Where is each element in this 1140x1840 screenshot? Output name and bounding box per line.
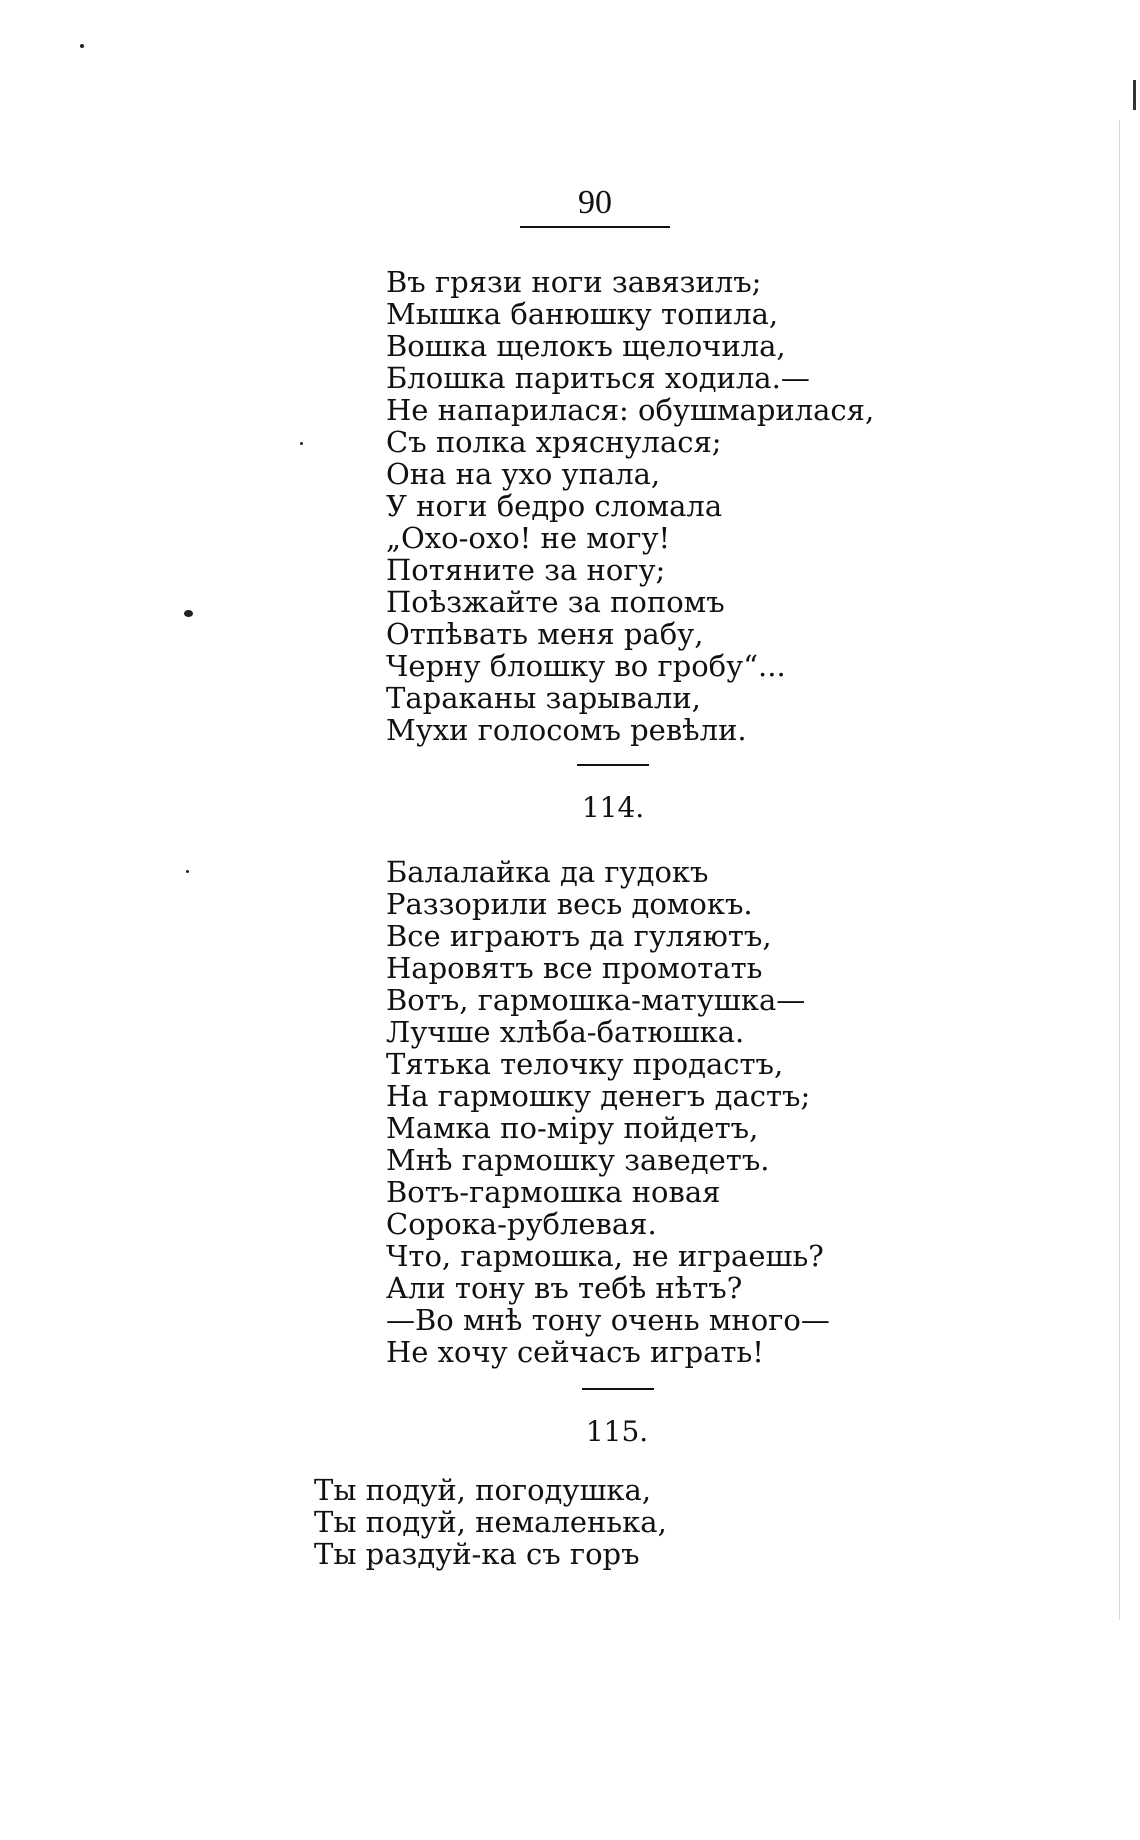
verse-line: Балалайка да гудокъ <box>386 855 709 889</box>
poem-114 <box>386 856 830 1368</box>
scan-speck <box>300 442 303 445</box>
verse-line: Отпѣвать меня рабу, <box>386 617 704 651</box>
poem-number: 115. <box>585 1415 649 1448</box>
verse-line: „Охо-охо! не могу! <box>386 521 671 555</box>
verse-line: Черну блошку во гробу“... <box>386 649 786 683</box>
verse-line: Мухи голосомъ ревѣли. <box>386 713 747 747</box>
verse-line: Наровятъ все промотать <box>386 951 763 985</box>
verse-line: Все играютъ да гуляютъ, <box>386 919 772 953</box>
scan-speck <box>80 44 84 48</box>
verse-line: Тараканы зарывали, <box>386 681 701 715</box>
page-edge-line <box>1119 120 1120 1620</box>
verse-line: Не напарилася: обушмарилася, <box>386 393 875 427</box>
scan-speck <box>184 610 193 617</box>
scan-speck <box>186 870 189 873</box>
poem-113-continuation <box>386 266 874 746</box>
verse-line: Не хочу сейчасъ играть! <box>386 1335 764 1369</box>
verse-line: Вотъ-гармошка новая <box>386 1175 721 1209</box>
page-edge-mark <box>1133 80 1136 110</box>
section-divider <box>577 764 649 766</box>
verse-line: Ты подуй, погодушка, <box>314 1473 652 1507</box>
verse-line: Ты раздуй-ка съ горъ <box>314 1537 640 1571</box>
verse-line: Мышка банюшку топила, <box>386 297 779 331</box>
verse-line: Раззорили весь домокъ. <box>386 887 753 921</box>
verse-line: У ноги бедро сломала <box>386 489 723 523</box>
verse-line: Съ полка хряснулася; <box>386 425 722 459</box>
poem-number: 114. <box>581 791 645 824</box>
verse-line: Вошка щелокъ щелочила, <box>386 329 786 363</box>
page-number: 90 <box>578 184 612 221</box>
verse-line: Сорока-рублевая. <box>386 1207 657 1241</box>
verse-line: Мнѣ гармошку заведетъ. <box>386 1143 770 1177</box>
section-divider <box>582 1388 654 1390</box>
verse-line: Блошка париться ходила.— <box>386 361 810 395</box>
verse-line: Тятька телочку продастъ, <box>386 1047 784 1081</box>
verse-line: На гармошку денегъ дастъ; <box>386 1079 811 1113</box>
verse-line: —Во мнѣ тону очень много— <box>386 1303 830 1337</box>
page-number-rule <box>520 226 670 228</box>
verse-line: Потяните за ногу; <box>386 553 666 587</box>
verse-line: Поѣзжайте за попомъ <box>386 585 725 619</box>
verse-line: Ты подуй, немаленька, <box>314 1505 667 1539</box>
poem-115 <box>314 1474 667 1570</box>
verse-line: Она на ухо упала, <box>386 457 661 491</box>
verse-line: Что, гармошка, не играешь? <box>386 1239 824 1273</box>
verse-line: Лучше хлѣба-батюшка. <box>386 1015 745 1049</box>
verse-line: Мамка по-міру пойдетъ, <box>386 1111 759 1145</box>
verse-line: Вотъ, гармошка-матушка— <box>386 983 806 1017</box>
verse-line: Али тону въ тебѣ нѣтъ? <box>386 1271 743 1305</box>
verse-line: Въ грязи ноги завязилъ; <box>386 265 762 299</box>
